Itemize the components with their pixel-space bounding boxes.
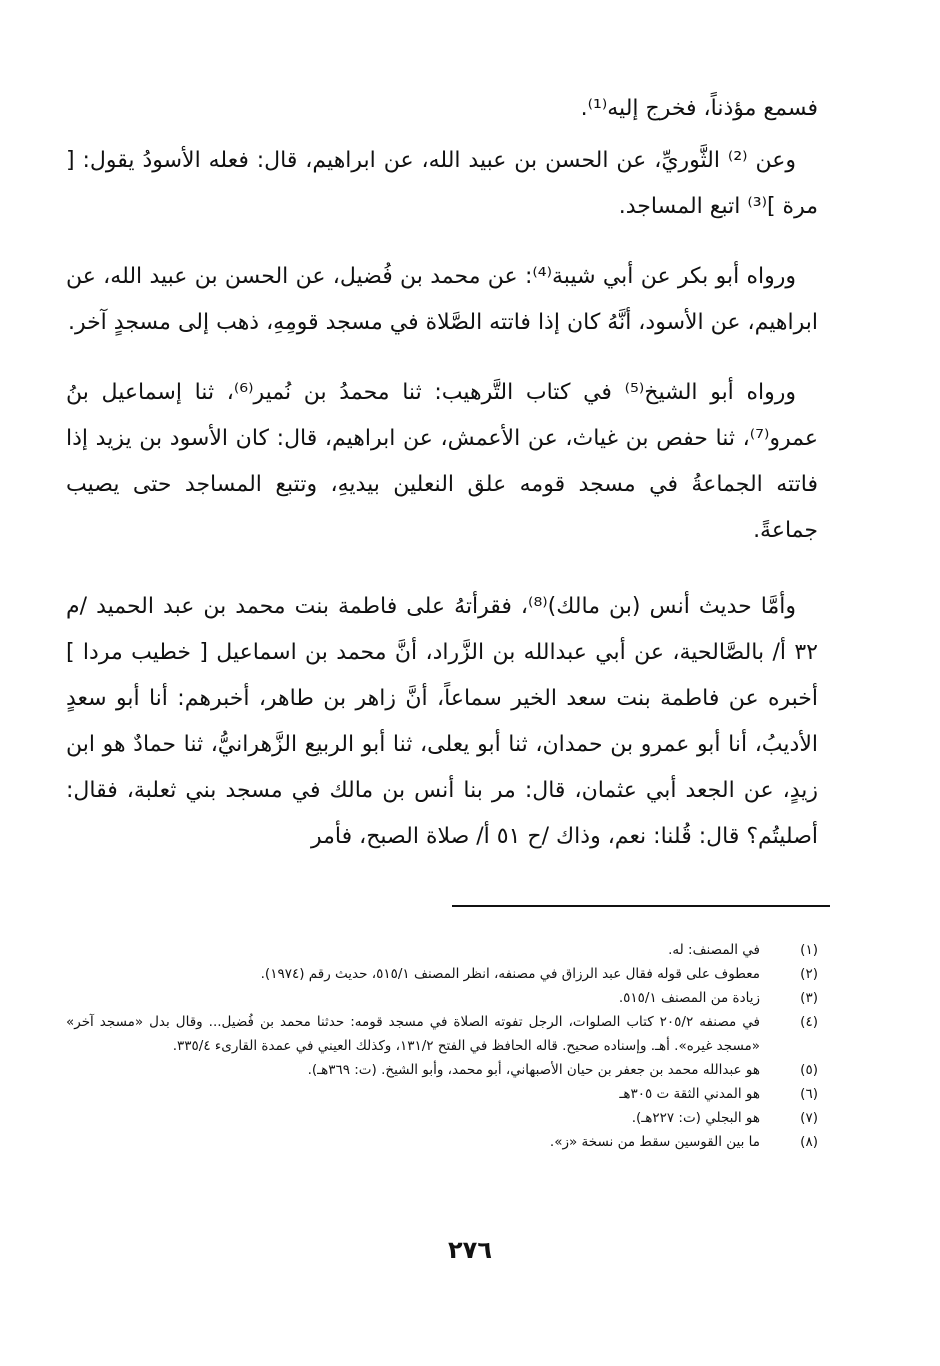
footnote-separator — [452, 905, 830, 907]
footnote-text: هو المدني الثقة ت ٣٠٥هـ — [619, 1086, 760, 1102]
paragraph-1 — [66, 86, 818, 132]
footnote-8 — [66, 1130, 818, 1154]
paragraph-5 — [66, 584, 818, 860]
footnote-text: في المصنف: له. — [668, 942, 760, 958]
footnote-number: (١) — [800, 942, 818, 958]
footnote-number: (٣) — [800, 990, 818, 1006]
footnote-3 — [66, 986, 818, 1010]
footnote-text: ما بين القوسين سقط من نسخة «ز». — [549, 1134, 760, 1150]
paragraph-5-text: وأمَّا حديث أنس (بن مالك)⁽⁸⁾، فقرأتهُ على فاطمة بنت محمد بن عبد الحميد /م ٣٢ أ/ بالصَّالحية، عن أبي عبدالله بن الزَّراد، أنَّ محمد بن اسماعيل [ خطيب مردا ] أخبره عن فاطمة بنت سعد الخير سماعاً، أنَّ زاهر بن طاهر، أخبرهم: أنا أبو سعدٍ الأديبُ، أنا أبو عمرو بن حمدان، ثنا أبو يعلى، ثنا أبو الربيع الزَّهرانيُّ، ثنا حمادٌ هو ابن زيدٍ، عن الجعد أبي عثمان، قال: مر بنا أنس بن مالك في مسجد بني ثعلبة، فقال: أصليتُم؟ قال: قُلنا: نعم، وذاك /ح ٥١ أ/ صلاة الصبح، فأمر — [66, 594, 818, 849]
footnote-number: (٥) — [800, 1062, 818, 1078]
paragraph-1-text: فسمع مؤذناً، فخرج إليه⁽¹⁾. — [580, 96, 818, 121]
footnote-number: (٤) — [800, 1014, 818, 1030]
footnote-2 — [66, 962, 818, 986]
footnote-number: (٢) — [800, 966, 818, 982]
footnote-text: في مصنفه ٢٠٥/٢ كتاب الصلوات، الرجل تفوته الصلاة في مسجد قومه: حدثنا محمد بن فُضيل... وقال بدل «مسجد آخر» «مسجد غيره». أهـ. وإسناده صحيح. قاله الحافظ في الفتح ١٣١/٢، وكذلك العيني في عمدة القارىء ٣٣٥/٤. — [66, 1014, 760, 1054]
footnote-4 — [66, 1010, 818, 1058]
footnote-number: (٧) — [800, 1110, 818, 1126]
paragraph-2-text: وعن ⁽²⁾ الثَّوريِّ، عن الحسن بن عبيد الله، عن ابراهيم، قال: فعله الأسودُ يقول: [ مرة ]⁽³⁾ اتبع المساجد. — [66, 148, 818, 219]
paragraph-4-text: ورواه أبو الشيخ⁽⁵⁾ في كتاب التَّرهيب: ثنا محمدُ بن نُمير⁽⁶⁾، ثنا إسماعيل بنُ عمرو⁽⁷⁾، ثنا حفص بن غياث، عن الأعمش، عن ابراهيم، قال: كان الأسود بن يزيد إذا فاتته الجماعةُ في مسجد قومه علق النعلين بيديهِ، وتتبع المساجد حتى يصيب جماعةً. — [66, 380, 818, 543]
footnote-number: (٦) — [800, 1086, 818, 1102]
footnote-5 — [66, 1058, 818, 1082]
page-number: ٢٧٦ — [448, 1236, 492, 1264]
footnote-6 — [66, 1082, 818, 1106]
footnote-number: (٨) — [800, 1134, 818, 1150]
footnote-7 — [66, 1106, 818, 1130]
footnote-text: زيادة من المصنف ٥١٥/١. — [618, 990, 760, 1006]
footnote-text: معطوف على قوله فقال عبد الرزاق في مصنفه، انظر المصنف ٥١٥/١، حديث رقم (١٩٧٤). — [260, 966, 760, 982]
footnote-text: هو البجلي (ت: ٢٢٧هـ). — [631, 1110, 760, 1126]
paragraph-3 — [66, 254, 818, 346]
paragraph-3-text: ورواه أبو بكر عن أبي شيبة⁽⁴⁾: عن محمد بن فُضيل، عن الحسن بن عبيد الله، عن ابراهيم، عن الأسود، أنَّهُ كان إذا فاتته الصَّلاة في مسجد قومِهِ، ذهب إلى مسجدٍ آخر. — [66, 264, 818, 335]
footnote-1 — [66, 938, 818, 962]
paragraph-2 — [66, 138, 818, 230]
paragraph-4 — [66, 370, 818, 554]
footnote-text: هو عبدالله محمد بن جعفر بن حيان الأصبهاني، أبو محمد، وأبو الشيخ. (ت: ٣٦٩هـ). — [307, 1062, 760, 1078]
main-text — [66, 86, 818, 860]
footnotes — [66, 938, 818, 1154]
